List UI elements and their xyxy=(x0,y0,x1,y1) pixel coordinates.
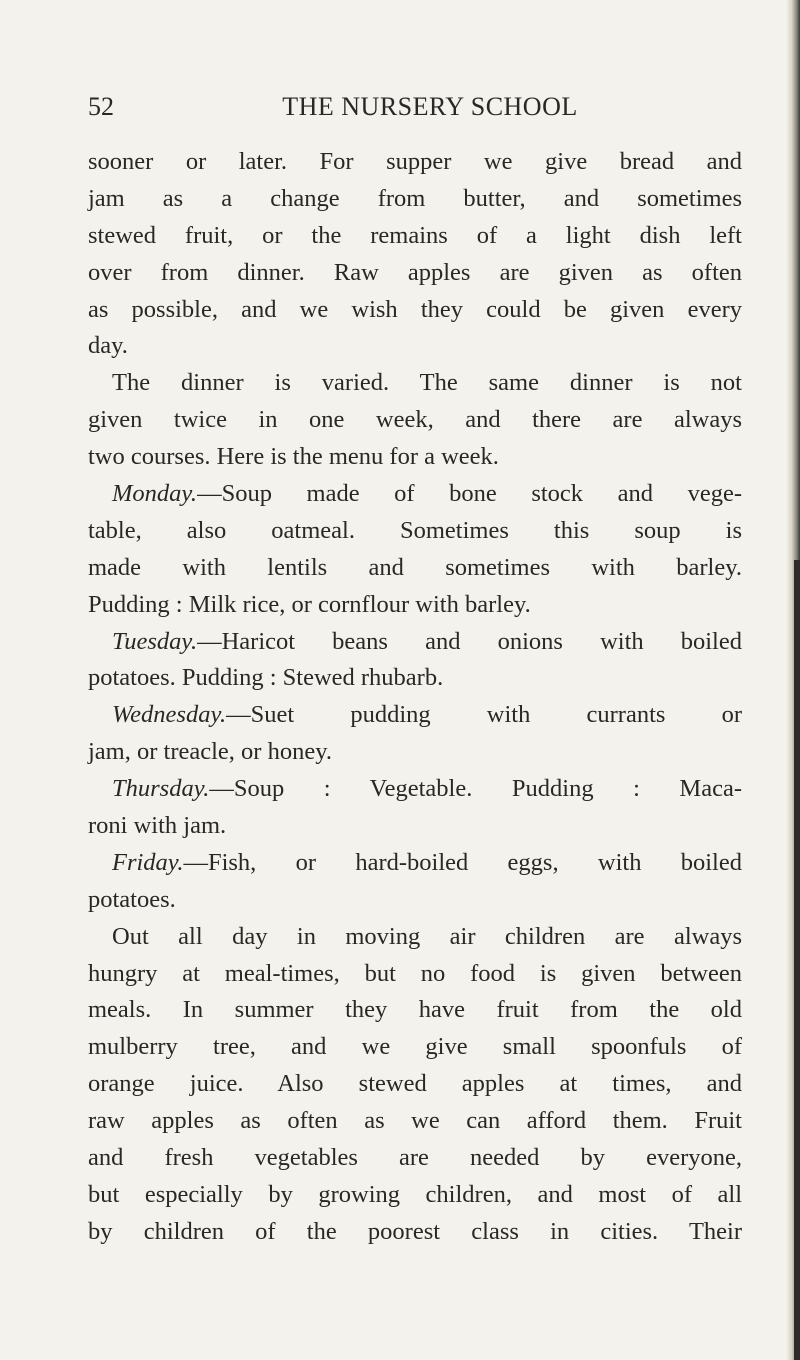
day-heading: Thursday. xyxy=(112,775,210,803)
day-heading: Friday. xyxy=(112,848,184,876)
page-edge-dark xyxy=(794,560,800,1360)
line-text: made with lentils and sometimes with barley. xyxy=(88,553,742,581)
line-text: meals. In summer they have fruit from the old xyxy=(88,996,742,1024)
running-header xyxy=(88,92,742,128)
running-title: THE NURSERY SCHOOL xyxy=(282,92,578,121)
text-line xyxy=(88,439,742,476)
line-text: stewed fruit, or the remains of a light dish left xyxy=(88,221,742,249)
text-line xyxy=(88,845,742,882)
text-line xyxy=(88,218,742,255)
line-text: —Soup made of bone stock and vege- xyxy=(197,480,742,508)
text-line xyxy=(88,660,742,697)
line-text: —Soup : Vegetable. Pudding : Maca- xyxy=(209,775,742,803)
line-text: mulberry tree, and we give small spoonfuls of xyxy=(88,1033,742,1061)
text-line xyxy=(88,992,742,1029)
line-text: sooner or later. For supper we give bread and xyxy=(88,148,742,175)
line-text: Pudding : Milk rice, or cornflour with barley. xyxy=(88,590,531,618)
line-text: jam, or treacle, or honey. xyxy=(88,738,332,766)
text-line xyxy=(88,328,742,365)
text-line xyxy=(88,365,742,402)
body-text xyxy=(88,144,742,1251)
text-line xyxy=(88,292,742,329)
line-text: table, also oatmeal. Sometimes this soup is xyxy=(88,516,742,544)
text-line xyxy=(88,697,742,734)
text-line xyxy=(88,919,742,956)
line-text: potatoes. Pudding : Stewed rhubarb. xyxy=(88,664,444,692)
line-text: raw apples as often as we can afford them. Fruit xyxy=(88,1107,742,1135)
text-line xyxy=(88,734,742,771)
line-text: jam as a change from butter, and sometimes xyxy=(88,184,742,212)
line-text: orange juice. Also stewed apples at times, and xyxy=(88,1070,742,1098)
line-text: —Fish, or hard-boiled eggs, with boiled xyxy=(183,848,742,876)
day-heading: Wednesday. xyxy=(112,701,227,729)
day-heading: Monday. xyxy=(112,480,198,508)
text-line xyxy=(88,587,742,624)
text-line xyxy=(88,550,742,587)
line-text: potatoes. xyxy=(88,885,176,913)
text-line xyxy=(88,1103,742,1140)
line-text: given twice in one week, and there are always xyxy=(88,406,742,434)
text-line xyxy=(88,882,742,919)
line-text: over from dinner. Raw apples are given as often xyxy=(88,258,742,286)
text-line xyxy=(88,1214,742,1251)
text-line xyxy=(88,1140,742,1177)
text-line xyxy=(88,1029,742,1066)
text-line xyxy=(88,771,742,808)
line-text: and fresh vegetables are needed by everyone, xyxy=(88,1144,742,1172)
line-text: roni with jam. xyxy=(88,812,227,840)
line-text: two courses. Here is the menu for a week. xyxy=(88,443,499,471)
line-text: The dinner is varied. The same dinner is not xyxy=(112,369,742,397)
line-text: hungry at meal-times, but no food is given between xyxy=(88,959,742,987)
line-text: day. xyxy=(88,332,128,360)
text-line xyxy=(88,1177,742,1214)
text-line xyxy=(88,402,742,439)
text-line xyxy=(88,1066,742,1103)
line-text: but especially by growing children, and most of all xyxy=(88,1180,742,1208)
line-text: by children of the poorest class in cities. Their xyxy=(88,1217,742,1245)
day-heading: Tuesday. xyxy=(112,627,198,655)
text-line xyxy=(88,476,742,513)
line-text: —Suet pudding with currants or xyxy=(226,701,742,729)
text-line xyxy=(88,513,742,550)
page-number: 52 xyxy=(88,92,114,121)
line-text: Out all day in moving air children are always xyxy=(112,922,742,950)
text-line xyxy=(88,181,742,218)
line-text: —Haricot beans and onions with boiled xyxy=(197,627,742,655)
text-line xyxy=(88,956,742,993)
text-line xyxy=(88,144,742,181)
text-line xyxy=(88,624,742,661)
line-text: as possible, and we wish they could be given every xyxy=(88,295,742,323)
text-line xyxy=(88,808,742,845)
text-line xyxy=(88,255,742,292)
